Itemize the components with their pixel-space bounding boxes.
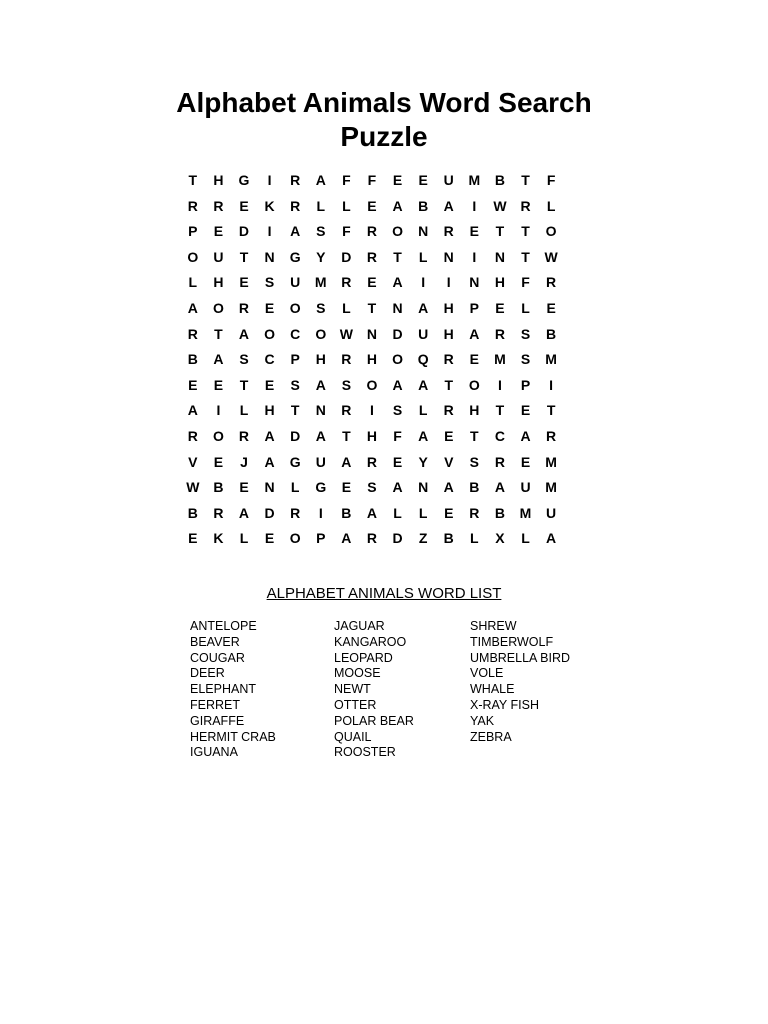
word-list-title: ALPHABET ANIMALS WORD LIST xyxy=(266,585,502,602)
grid-letter: V xyxy=(188,453,198,470)
word-list-item: TIMBERWOLF xyxy=(470,634,554,649)
grid-letter: E xyxy=(495,299,505,316)
grid-letter: S xyxy=(316,223,326,240)
grid-letter: L xyxy=(342,197,351,214)
grid-letter: R xyxy=(443,223,454,240)
grid-letter: A xyxy=(264,453,275,470)
grid-letter: T xyxy=(521,248,530,265)
grid-letter: I xyxy=(472,197,477,214)
word-list-item: HERMIT CRAB xyxy=(190,729,276,744)
grid-letter: R xyxy=(290,504,301,521)
grid-letter: R xyxy=(443,402,454,419)
grid-letter: E xyxy=(367,197,377,214)
grid-letter: A xyxy=(418,376,429,393)
grid-letter: A xyxy=(443,197,454,214)
grid-letter: N xyxy=(315,402,326,419)
grid-letter: A xyxy=(366,504,378,521)
grid-letter: U xyxy=(315,453,326,470)
grid-row xyxy=(180,322,590,348)
grid-letter: E xyxy=(213,223,224,240)
word-search-grid xyxy=(180,168,590,552)
grid-letter: T xyxy=(495,402,505,419)
grid-letter: I xyxy=(472,248,477,265)
grid-letter: A xyxy=(238,504,250,521)
grid-letter: I xyxy=(497,376,502,393)
grid-letter: H xyxy=(264,402,275,419)
grid-letter: L xyxy=(239,402,249,419)
grid-letter: A xyxy=(469,325,480,342)
grid-row xyxy=(180,373,590,399)
grid-letter: T xyxy=(290,402,300,419)
word-list-item: COUGAR xyxy=(190,650,245,665)
grid-letter: I xyxy=(370,402,374,419)
grid-letter: R xyxy=(546,427,557,444)
grid-letter: L xyxy=(418,504,428,521)
grid-letter: M xyxy=(468,172,481,188)
grid-letter: A xyxy=(341,530,352,547)
grid-letter: R xyxy=(290,197,301,214)
grid-letter: M xyxy=(545,453,557,470)
grid-letter: P xyxy=(188,223,198,240)
grid-letter: N xyxy=(366,325,378,342)
grid-row xyxy=(180,194,590,220)
grid-letter: A xyxy=(213,351,224,368)
grid-letter: T xyxy=(470,427,479,444)
grid-letter: A xyxy=(418,427,429,444)
word-list-item: DEER xyxy=(190,666,225,681)
grid-letter: T xyxy=(239,248,249,265)
grid-letter: R xyxy=(187,325,198,342)
grid-letter: L xyxy=(342,299,351,316)
grid-letter: E xyxy=(213,453,224,470)
grid-letter: R xyxy=(494,453,505,470)
grid-letter: O xyxy=(315,325,327,342)
grid-letter: N xyxy=(443,248,454,265)
grid-letter: E xyxy=(188,376,198,393)
grid-letter: A xyxy=(494,479,505,496)
grid-letter: M xyxy=(519,504,532,521)
grid-letter: W xyxy=(339,325,353,342)
word-list-item: FERRET xyxy=(190,697,240,712)
grid-letter: N xyxy=(392,299,403,316)
grid-letter: U xyxy=(443,172,454,188)
grid-letter: U xyxy=(290,274,301,291)
word-list-item: MOOSE xyxy=(334,666,381,681)
page-title: Alphabet Animals Word Search Puzzle xyxy=(176,87,592,152)
grid-letter: H xyxy=(443,299,454,316)
grid-letter: B xyxy=(494,504,505,521)
grid-letter: R xyxy=(366,530,378,547)
grid-letter: S xyxy=(264,274,275,291)
grid-letter: B xyxy=(443,530,454,547)
grid-letter: M xyxy=(314,274,327,291)
grid-letter: B xyxy=(469,479,480,496)
grid-letter: M xyxy=(494,351,506,368)
word-list-item: ELEPHANT xyxy=(190,682,256,697)
grid-letter: E xyxy=(239,274,249,291)
grid-letter: L xyxy=(546,197,556,214)
grid-letter: U xyxy=(520,479,531,496)
grid-letter: O xyxy=(468,376,480,393)
grid-letter: N xyxy=(264,248,275,265)
grid-letter: O xyxy=(212,299,224,316)
grid-letter: J xyxy=(240,453,248,470)
grid-row xyxy=(180,450,590,476)
grid-letter: O xyxy=(264,325,276,342)
word-list-item: IGUANA xyxy=(190,745,238,760)
grid-letter: A xyxy=(392,479,403,496)
grid-letter: E xyxy=(341,479,352,496)
grid-letter: H xyxy=(366,351,378,368)
grid-letter: S xyxy=(239,351,249,368)
grid-letter: L xyxy=(393,504,402,521)
grid-letter: L xyxy=(316,197,326,214)
grid-letter: E xyxy=(444,504,454,521)
grid-letter: E xyxy=(546,299,556,316)
word-list-item: GIRAFFE xyxy=(190,713,245,728)
grid-letter: B xyxy=(187,351,198,368)
grid-letter: S xyxy=(392,402,403,419)
grid-letter: P xyxy=(290,351,300,368)
grid-row xyxy=(180,347,590,373)
grid-letter: N xyxy=(469,274,480,291)
grid-letter: R xyxy=(443,351,454,368)
grid-letter: E xyxy=(239,479,249,496)
grid-letter: P xyxy=(469,299,479,316)
grid-letter: L xyxy=(188,274,198,291)
grid-letter: E xyxy=(264,376,275,393)
grid-row xyxy=(180,501,590,527)
grid-letter: O xyxy=(366,376,378,393)
word-list-item: SHREW xyxy=(470,619,517,633)
grid-letter: I xyxy=(318,504,323,521)
grid-letter: E xyxy=(392,453,403,470)
grid-letter: H xyxy=(315,351,326,368)
grid-letter: O xyxy=(545,223,557,240)
grid-letter: T xyxy=(239,376,249,393)
grid-row xyxy=(180,424,590,450)
word-list-item: WHALE xyxy=(470,682,515,697)
word-list-item: UMBRELLA BIRD xyxy=(470,650,571,665)
grid-letter: L xyxy=(418,248,428,265)
grid-letter: A xyxy=(290,223,301,240)
grid-letter: D xyxy=(341,248,352,265)
grid-letter: M xyxy=(545,479,557,496)
grid-letter: H xyxy=(213,172,224,188)
grid-letter: R xyxy=(341,351,352,368)
grid-letter: T xyxy=(495,223,505,240)
grid-letter: R xyxy=(238,299,250,316)
grid-letter: E xyxy=(520,453,531,470)
grid-letter: E xyxy=(418,172,428,188)
grid-letter: A xyxy=(392,376,403,393)
grid-letter: T xyxy=(546,402,556,419)
grid-letter: S xyxy=(290,376,300,393)
grid-letter: U xyxy=(546,504,557,521)
grid-letter: I xyxy=(446,274,451,291)
grid-letter: R xyxy=(546,274,557,291)
grid-letter: W xyxy=(186,479,200,496)
grid-letter: L xyxy=(290,479,300,496)
grid-letter: E xyxy=(392,172,403,188)
word-list-column-1 xyxy=(190,619,276,761)
grid-letter: T xyxy=(521,172,530,188)
grid-letter: T xyxy=(367,299,377,316)
grid-letter: N xyxy=(418,479,429,496)
grid-letter: E xyxy=(239,197,249,214)
grid-letter: R xyxy=(520,197,531,214)
grid-letter: L xyxy=(521,299,530,316)
word-list-column-3 xyxy=(470,619,570,745)
grid-letter: N xyxy=(264,479,275,496)
grid-letter: H xyxy=(443,325,454,342)
grid-letter: I xyxy=(549,376,554,393)
grid-letter: E xyxy=(264,299,275,316)
grid-letter: X xyxy=(495,530,505,547)
grid-row xyxy=(180,526,590,552)
grid-letter: O xyxy=(289,530,301,547)
grid-letter: A xyxy=(520,427,531,444)
grid-letter: R xyxy=(366,453,378,470)
grid-letter: D xyxy=(392,325,403,342)
grid-letter: F xyxy=(367,172,377,188)
grid-letter: V xyxy=(444,453,454,470)
word-list-item: NEWT xyxy=(334,682,371,697)
grid-letter: R xyxy=(341,274,352,291)
grid-letter: A xyxy=(315,172,326,188)
grid-letter: E xyxy=(213,376,224,393)
grid-letter: S xyxy=(520,325,531,342)
grid-letter: C xyxy=(494,427,505,444)
grid-letter: Q xyxy=(417,351,429,368)
grid-letter: R xyxy=(213,504,224,521)
grid-letter: H xyxy=(366,427,378,444)
grid-letter: I xyxy=(216,402,221,419)
grid-letter: B xyxy=(418,197,429,214)
grid-letter: R xyxy=(469,504,480,521)
grid-letter: S xyxy=(469,453,479,470)
grid-letter: G xyxy=(238,172,250,188)
grid-letter: L xyxy=(521,530,530,547)
grid-letter: W xyxy=(544,248,558,265)
word-list-item: KANGAROO xyxy=(334,634,407,649)
word-list-item: X-RAY FISH xyxy=(470,697,539,712)
word-list-item: ANTELOPE xyxy=(190,619,257,633)
grid-letter: O xyxy=(289,299,301,316)
grid-letter: K xyxy=(213,530,224,547)
grid-letter: E xyxy=(444,427,454,444)
word-list-column-2 xyxy=(334,619,414,761)
grid-letter: E xyxy=(188,530,198,547)
grid-letter: Y xyxy=(316,248,326,265)
grid-letter: S xyxy=(316,299,326,316)
grid-letter: N xyxy=(494,248,505,265)
grid-letter: E xyxy=(469,351,479,368)
grid-letter: R xyxy=(187,427,198,444)
grid-letter: T xyxy=(393,248,402,265)
grid-letter: L xyxy=(470,530,479,547)
grid-letter: F xyxy=(393,427,402,444)
grid-letter: P xyxy=(520,376,531,393)
word-list-item: QUAIL xyxy=(334,729,372,744)
word-list-item: OTTER xyxy=(334,697,377,712)
grid-letter: T xyxy=(521,223,530,240)
grid-letter: R xyxy=(238,427,250,444)
grid-letter: H xyxy=(494,274,505,291)
grid-letter: N xyxy=(418,223,429,240)
grid-row xyxy=(180,168,590,194)
grid-letter: G xyxy=(315,479,327,496)
grid-letter: B xyxy=(494,172,505,188)
grid-letter: T xyxy=(444,376,454,393)
word-list-item: VOLE xyxy=(470,666,504,681)
grid-letter: B xyxy=(187,504,198,521)
grid-row xyxy=(180,245,590,271)
grid-letter: C xyxy=(264,351,275,368)
grid-letter: I xyxy=(267,172,272,188)
word-list-item: LEOPARD xyxy=(334,650,393,665)
grid-letter: D xyxy=(392,530,403,547)
grid-letter: B xyxy=(546,325,557,342)
grid-letter: A xyxy=(546,530,557,547)
grid-letter: I xyxy=(267,223,272,240)
grid-letter: B xyxy=(213,479,224,496)
word-list-item: POLAR BEAR xyxy=(334,713,414,728)
grid-letter: B xyxy=(341,504,352,521)
grid-letter: G xyxy=(289,248,301,265)
grid-letter: F xyxy=(546,172,556,188)
grid-letter: H xyxy=(213,274,224,291)
grid-row xyxy=(180,398,590,424)
grid-letter: A xyxy=(315,427,326,444)
grid-letter: O xyxy=(187,248,199,265)
grid-letter: S xyxy=(341,376,352,393)
word-list-item: BEAVER xyxy=(190,634,240,649)
grid-letter: F xyxy=(342,172,351,188)
grid-letter: G xyxy=(289,453,301,470)
grid-letter: E xyxy=(469,223,479,240)
grid-letter: S xyxy=(520,351,531,368)
grid-letter: A xyxy=(443,479,454,496)
grid-letter: A xyxy=(187,402,198,419)
grid-letter: H xyxy=(469,402,480,419)
grid-letter: A xyxy=(392,274,403,291)
word-list-item: ZEBRA xyxy=(470,729,512,744)
grid-letter: T xyxy=(214,325,223,342)
grid-letter: T xyxy=(188,172,198,188)
grid-letter: E xyxy=(520,402,531,419)
grid-letter: R xyxy=(366,248,378,265)
grid-letter: L xyxy=(418,402,428,419)
grid-letter: U xyxy=(213,248,224,265)
grid-letter: E xyxy=(367,274,377,291)
grid-letter: O xyxy=(392,351,403,368)
grid-letter: A xyxy=(341,453,352,470)
grid-letter: K xyxy=(264,197,275,214)
grid-letter: L xyxy=(239,530,249,547)
grid-letter: A xyxy=(418,299,429,316)
grid-letter: R xyxy=(494,325,505,342)
grid-letter: T xyxy=(342,427,351,444)
grid-letter: S xyxy=(367,479,377,496)
word-list-item: JAGUAR xyxy=(334,619,385,633)
grid-letter: A xyxy=(315,376,326,393)
grid-row xyxy=(180,296,590,322)
grid-letter: M xyxy=(545,351,557,368)
grid-letter: P xyxy=(316,530,326,547)
grid-letter: Z xyxy=(418,530,428,547)
grid-letter: F xyxy=(342,223,351,240)
grid-letter: I xyxy=(421,274,426,291)
word-list-item: YAK xyxy=(470,713,495,728)
grid-letter: A xyxy=(238,325,250,342)
grid-letter: W xyxy=(493,197,507,214)
grid-row xyxy=(180,475,590,501)
grid-letter: A xyxy=(392,197,403,214)
grid-letter: R xyxy=(290,172,301,188)
grid-letter: U xyxy=(418,325,429,342)
grid-letter: R xyxy=(187,197,198,214)
grid-letter: D xyxy=(290,427,301,444)
grid-letter: O xyxy=(392,223,403,240)
grid-letter: O xyxy=(212,427,224,444)
word-list-item: ROOSTER xyxy=(334,745,396,760)
grid-letter: R xyxy=(366,223,378,240)
grid-letter: E xyxy=(264,530,275,547)
grid-letter: R xyxy=(341,402,352,419)
grid-letter: A xyxy=(187,299,198,316)
grid-letter: C xyxy=(290,325,301,342)
grid-letter: D xyxy=(264,504,275,521)
grid-letter: D xyxy=(238,223,250,240)
grid-letter: R xyxy=(213,197,224,214)
grid-letter: F xyxy=(521,274,530,291)
grid-letter: Y xyxy=(418,453,428,470)
grid-letter: A xyxy=(264,427,275,444)
grid-row xyxy=(180,219,590,245)
grid-row xyxy=(180,270,590,296)
